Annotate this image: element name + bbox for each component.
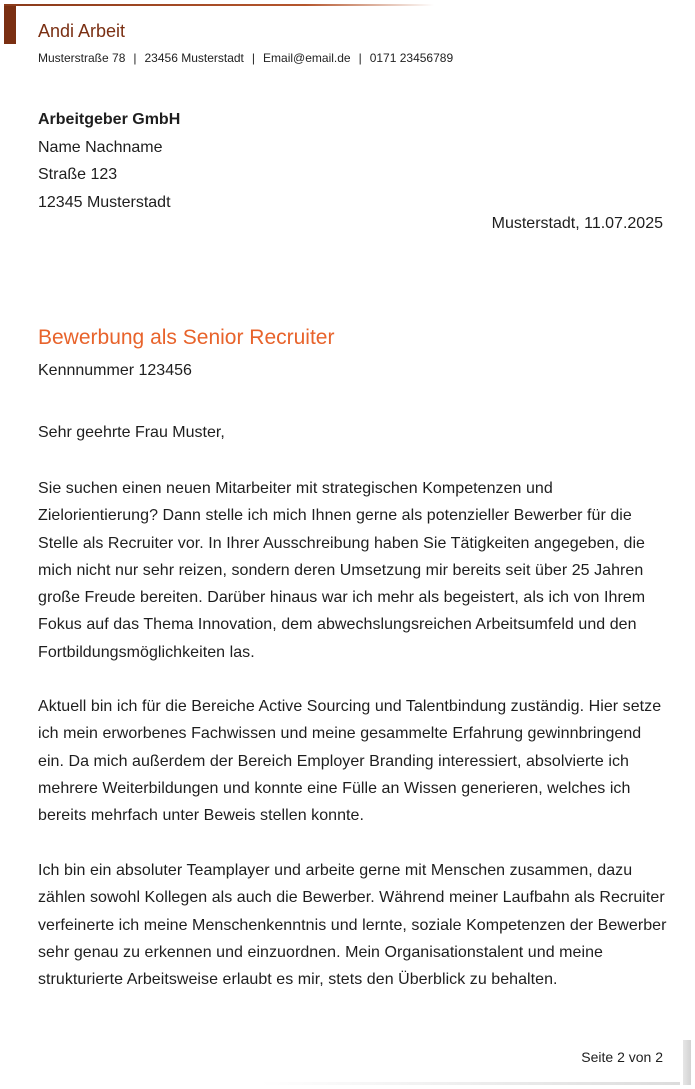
letter-subject: Bewerbung als Senior Recruiter xyxy=(38,326,335,349)
recipient-street: Straße 123 xyxy=(38,166,118,183)
page-number: Seite 2 von 2 xyxy=(581,1049,663,1065)
sender-address: Musterstraße 78 xyxy=(38,51,126,65)
page-edge-shadow xyxy=(683,1040,691,1085)
separator: | xyxy=(133,51,137,65)
page-bottom-shadow xyxy=(260,1082,680,1085)
sender-city: 23456 Musterstadt xyxy=(144,51,244,65)
sender-email: Email@email.de xyxy=(263,51,351,65)
header-rule xyxy=(4,4,434,6)
body-paragraph-2: Aktuell bin ich für die Bereiche Active Sourcing und Talentbindung zuständig. Hier setze ich mein erworbenes Fachwissen und meine gesammelte Erfahrung gewinnbringend ein. Da mich außerdem der Bereich Employer Branding interessiert, absolvierte ich mehrere Weiterbildungen und konnte eine Fülle an Wissen generieren, welches ich bereits mehrfach unter Beweis stellen konnte. xyxy=(38,698,662,825)
recipient-address-block xyxy=(38,106,180,216)
sender-phone: 0171 23456789 xyxy=(369,51,454,65)
recipient-city: 12345 Musterstadt xyxy=(38,193,171,211)
salutation: Sehr geehrte Frau Muster, xyxy=(38,424,225,441)
header-accent-bar xyxy=(4,6,16,44)
recipient-contact: Name Nachname xyxy=(38,138,163,156)
recipient-company: Arbeitgeber GmbH xyxy=(38,111,181,128)
body-paragraph-1: Sie suchen einen neuen Mitarbeiter mit strategischen Kompetenzen und Zielorientierung? Dann stelle ich mich Ihnen gerne als potenzieller Bewerber für die Stelle als Recruiter vor. In Ihrer Ausschreibung haben Sie Tätigkeiten angegeben, die mich nicht nur sehr reizen, sondern deren Umsetzung mir bereits seit über 25 Jahren große Freude bereiten. Darüber hinaus war ich mehr als begeistert, als ich von Ihrem Fokus auf das Thema Innovation, dem abwechslungsreichen Arbeitsumfeld und den Fortbildungsmöglichkeiten las. xyxy=(38,480,646,661)
sender-contact-line xyxy=(38,51,453,65)
letter-date: Musterstadt, 11.07.2025 xyxy=(491,215,663,232)
reference-number: Kennnummer 123456 xyxy=(38,362,192,379)
body-paragraph-3: Ich bin ein absoluter Teamplayer und arbeite gerne mit Menschen zusammen, dazu zählen sowohl Kollegen als auch die Bewerber. Während meiner Laufbahn als Recruiter verfeinerte ich meine Menschenkenntnis und lernte, soziale Kompetenzen der Bewerber sehr genau zu erkennen und einzuordnen. Mein Organisationstalent und meine strukturierte Arbeitsweise erlaubt es mir, stets den Überblick zu behalten. xyxy=(38,862,667,989)
sender-name: Andi Arbeit xyxy=(38,21,126,41)
separator: | xyxy=(358,51,362,65)
separator: | xyxy=(251,51,256,65)
